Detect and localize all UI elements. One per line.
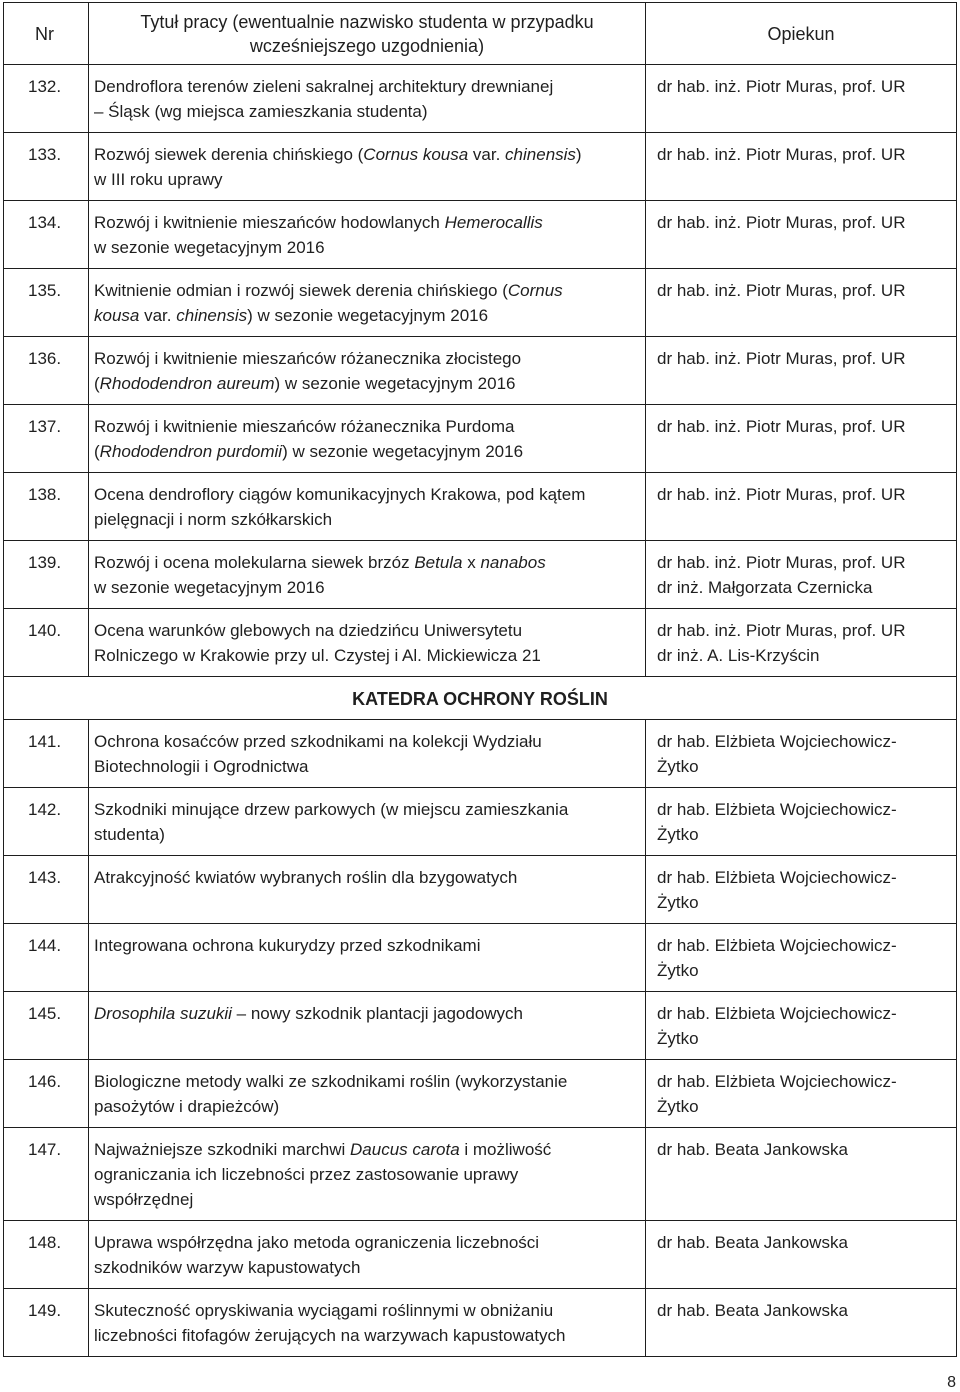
- title-line: liczebności fitofagów żerujących na warzywach kapustowatych: [94, 1326, 566, 1345]
- table-row: [4, 65, 957, 133]
- section-header-row: [4, 677, 957, 720]
- row-supervisor: [646, 201, 957, 269]
- row-supervisor: [646, 337, 957, 405]
- row-supervisor: [646, 1128, 957, 1221]
- title-line: Ochrona kosaćców przed szkodnikami na kolekcji Wydziału: [94, 732, 542, 751]
- page-number: 8: [947, 1374, 956, 1391]
- title-line: (Rhododendron purdomii) w sezonie wegetacyjnym 2016: [94, 442, 524, 461]
- header-title-line1: Tytuł pracy (ewentualnie nazwisko studenta w przypadku: [140, 11, 594, 32]
- row-title: [89, 992, 646, 1060]
- row-title: [89, 133, 646, 201]
- thesis-topics-table: [3, 2, 957, 1357]
- table-row: [4, 856, 957, 924]
- supervisor-line: Żytko: [657, 825, 699, 844]
- header-title: [89, 3, 646, 65]
- section-title: KATEDRA OCHRONY ROŚLIN: [4, 677, 957, 720]
- row-supervisor: [646, 924, 957, 992]
- header-nr: Nr: [4, 3, 89, 65]
- row-title: [89, 609, 646, 677]
- row-title: [89, 405, 646, 473]
- supervisor-line: dr hab. Elżbieta Wojciechowicz-: [657, 1072, 897, 1091]
- title-line: Rolniczego w Krakowie przy ul. Czystej i Al. Mickiewicza 21: [94, 646, 541, 665]
- supervisor-line: Żytko: [657, 1097, 699, 1116]
- supervisor-line: dr hab. Elżbieta Wojciechowicz-: [657, 732, 897, 751]
- row-number: 141.: [4, 720, 89, 788]
- title-line: Uprawa współrzędna jako metoda ograniczenia liczebności: [94, 1233, 540, 1252]
- table-header-row: [4, 3, 957, 65]
- row-title: [89, 720, 646, 788]
- row-number: 145.: [4, 992, 89, 1060]
- row-title: [89, 924, 646, 992]
- supervisor-line: Żytko: [657, 893, 699, 912]
- title-line: ograniczania ich liczebności przez zastosowanie uprawy: [94, 1165, 519, 1184]
- title-line: w III roku uprawy: [94, 170, 223, 189]
- title-line: Skuteczność opryskiwania wyciągami roślinnymi w obniżaniu: [94, 1301, 554, 1320]
- supervisor-line: Żytko: [657, 1029, 699, 1048]
- row-title: [89, 1060, 646, 1128]
- row-supervisor: [646, 269, 957, 337]
- row-number: 147.: [4, 1128, 89, 1221]
- row-number: 134.: [4, 201, 89, 269]
- supervisor-line: dr hab. inż. Piotr Muras, prof. UR: [657, 281, 906, 300]
- supervisor-line: dr hab. Elżbieta Wojciechowicz-: [657, 936, 897, 955]
- row-number: 146.: [4, 1060, 89, 1128]
- supervisor-line: dr hab. inż. Piotr Muras, prof. UR: [657, 553, 906, 572]
- row-number: 139.: [4, 541, 89, 609]
- supervisor-line: dr inż. A. Lis-Krzyścin: [657, 646, 820, 665]
- supervisor-line: dr hab. inż. Piotr Muras, prof. UR: [657, 349, 906, 368]
- row-number: 135.: [4, 269, 89, 337]
- supervisor-line: Żytko: [657, 961, 699, 980]
- title-line: Rozwój i kwitnienie mieszańców różanecznika złocistego: [94, 349, 522, 368]
- title-line: współrzędnej: [94, 1190, 194, 1209]
- title-line: Integrowana ochrona kukurydzy przed szkodnikami: [94, 936, 481, 955]
- title-line: szkodników warzyw kapustowatych: [94, 1258, 361, 1277]
- row-supervisor: [646, 541, 957, 609]
- table-row: [4, 541, 957, 609]
- row-number: 132.: [4, 65, 89, 133]
- title-line: Szkodniki minujące drzew parkowych (w miejscu zamieszkania: [94, 800, 569, 819]
- table-row: [4, 1289, 957, 1357]
- title-line: Dendroflora terenów zieleni sakralnej architektury drewnianej: [94, 77, 554, 96]
- title-line: studenta): [94, 825, 165, 844]
- title-line: Najważniejsze szkodniki marchwi Daucus carota i możliwość: [94, 1140, 552, 1159]
- supervisor-line: dr hab. Elżbieta Wojciechowicz-: [657, 868, 897, 887]
- supervisor-line: dr hab. inż. Piotr Muras, prof. UR: [657, 621, 906, 640]
- row-supervisor: [646, 788, 957, 856]
- table-row: [4, 269, 957, 337]
- table-row: [4, 337, 957, 405]
- header-title-line2: wcześniejszego uzgodnienia): [249, 35, 485, 56]
- title-line: pasożytów i drapieżców): [94, 1097, 280, 1116]
- supervisor-line: Żytko: [657, 757, 699, 776]
- row-supervisor: [646, 1221, 957, 1289]
- supervisor-line: dr inż. Małgorzata Czernicka: [657, 578, 873, 597]
- row-number: 140.: [4, 609, 89, 677]
- row-supervisor: [646, 720, 957, 788]
- row-number: 149.: [4, 1289, 89, 1357]
- header-supervisor: Opiekun: [646, 3, 957, 65]
- supervisor-line: dr hab. Elżbieta Wojciechowicz-: [657, 800, 897, 819]
- supervisor-line: dr hab. Beata Jankowska: [657, 1140, 848, 1159]
- table-row: [4, 133, 957, 201]
- table-row: [4, 609, 957, 677]
- table-row: [4, 720, 957, 788]
- row-number: 137.: [4, 405, 89, 473]
- title-line: Rozwój siewek derenia chińskiego (Cornus kousa var. chinensis): [94, 145, 582, 164]
- supervisor-line: dr hab. Beata Jankowska: [657, 1233, 848, 1252]
- table-row: [4, 788, 957, 856]
- supervisor-line: dr hab. inż. Piotr Muras, prof. UR: [657, 213, 906, 232]
- row-supervisor: [646, 65, 957, 133]
- table-row: [4, 1060, 957, 1128]
- row-supervisor: [646, 856, 957, 924]
- table-row: [4, 405, 957, 473]
- row-number: 138.: [4, 473, 89, 541]
- row-supervisor: [646, 405, 957, 473]
- title-line: Rozwój i ocena molekularna siewek brzóz Betula x nanabos: [94, 553, 546, 572]
- table-row: [4, 1128, 957, 1221]
- row-title: [89, 201, 646, 269]
- row-title: [89, 65, 646, 133]
- row-number: 136.: [4, 337, 89, 405]
- supervisor-line: dr hab. inż. Piotr Muras, prof. UR: [657, 485, 906, 504]
- table-row: [4, 201, 957, 269]
- row-title: [89, 541, 646, 609]
- title-line: Ocena warunków glebowych na dziedzińcu Uniwersytetu: [94, 621, 523, 640]
- supervisor-line: dr hab. inż. Piotr Muras, prof. UR: [657, 145, 906, 164]
- row-number: 142.: [4, 788, 89, 856]
- title-line: Kwitnienie odmian i rozwój siewek derenia chińskiego (Cornus: [94, 281, 563, 300]
- title-line: Biotechnologii i Ogrodnictwa: [94, 757, 309, 776]
- row-supervisor: [646, 1060, 957, 1128]
- table-row: [4, 473, 957, 541]
- title-line: Ocena dendroflory ciągów komunikacyjnych Krakowa, pod kątem: [94, 485, 586, 504]
- row-title: [89, 337, 646, 405]
- row-title: [89, 1289, 646, 1357]
- row-supervisor: [646, 1289, 957, 1357]
- row-number: 133.: [4, 133, 89, 201]
- row-supervisor: [646, 992, 957, 1060]
- row-title: [89, 1221, 646, 1289]
- supervisor-line: dr hab. inż. Piotr Muras, prof. UR: [657, 417, 906, 436]
- title-line: w sezonie wegetacyjnym 2016: [94, 238, 325, 257]
- title-line: Rozwój i kwitnienie mieszańców hodowlanych Hemerocallis: [94, 213, 543, 232]
- supervisor-line: dr hab. inż. Piotr Muras, prof. UR: [657, 77, 906, 96]
- row-supervisor: [646, 473, 957, 541]
- row-title: [89, 473, 646, 541]
- title-line: Biologiczne metody walki ze szkodnikami roślin (wykorzystanie: [94, 1072, 568, 1091]
- title-line: (Rhododendron aureum) w sezonie wegetacyjnym 2016: [94, 374, 516, 393]
- row-title: [89, 788, 646, 856]
- row-title: [89, 1128, 646, 1221]
- row-supervisor: [646, 133, 957, 201]
- table-row: [4, 924, 957, 992]
- title-line: pielęgnacji i norm szkółkarskich: [94, 510, 333, 529]
- title-line: w sezonie wegetacyjnym 2016: [94, 578, 325, 597]
- title-line: – Śląsk (wg miejsca zamieszkania studenta): [94, 102, 428, 121]
- title-line: Rozwój i kwitnienie mieszańców różanecznika Purdoma: [94, 417, 515, 436]
- row-number: 144.: [4, 924, 89, 992]
- row-supervisor: [646, 609, 957, 677]
- supervisor-line: dr hab. Beata Jankowska: [657, 1301, 848, 1320]
- supervisor-line: dr hab. Elżbieta Wojciechowicz-: [657, 1004, 897, 1023]
- table-row: [4, 1221, 957, 1289]
- row-number: 148.: [4, 1221, 89, 1289]
- title-line: kousa var. chinensis) w sezonie wegetacyjnym 2016: [94, 306, 489, 325]
- row-number: 143.: [4, 856, 89, 924]
- title-line: Drosophila suzukii – nowy szkodnik plantacji jagodowych: [94, 1004, 524, 1023]
- title-line: Atrakcyjność kwiatów wybranych roślin dla bzygowatych: [94, 868, 518, 887]
- row-title: [89, 269, 646, 337]
- table-row: [4, 992, 957, 1060]
- row-title: [89, 856, 646, 924]
